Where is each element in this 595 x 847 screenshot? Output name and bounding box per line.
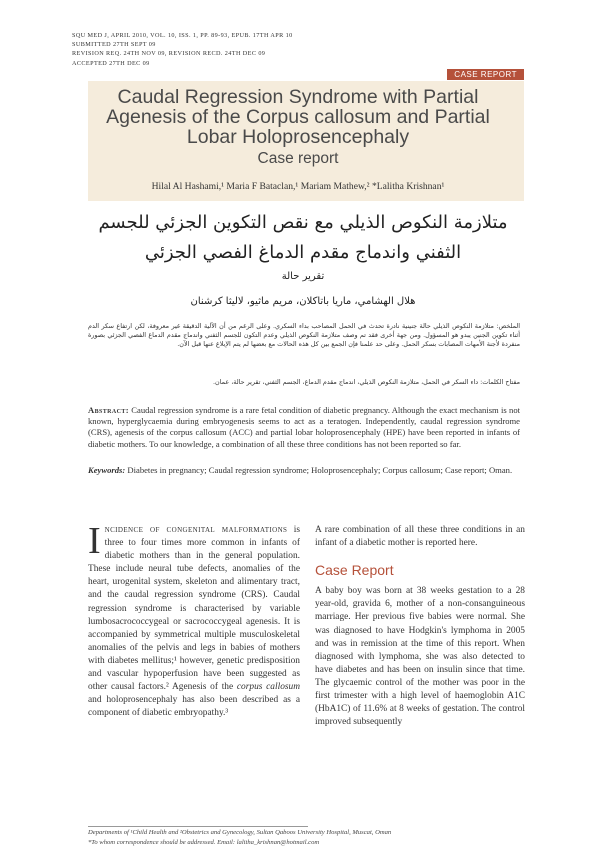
article-subtitle: Case report xyxy=(98,150,498,168)
intro-continuation: A rare combination of all these three conditions in an infant of a diabetic mother is reported here. xyxy=(315,524,525,550)
footnote xyxy=(88,828,528,847)
footnote-rule xyxy=(88,826,308,827)
drop-cap: I xyxy=(88,525,101,557)
correspondence: *To whom correspondence should be addressed. Email: lalitha_krishnan@hotmail.com xyxy=(88,838,528,847)
abstract xyxy=(88,405,520,450)
author-list: Hilal Al Hashami,¹ Maria F Bataclan,¹ Mariam Mathew,² *Lalitha Krishnan¹ xyxy=(98,181,498,192)
arabic-keywords: مفتاح الكلمات: داء السكر في الحمل، متلازمة النكوص الذيلي، اندماج مقدم الدماغ، الجسم الثفني، تقرير حالة، عمان. xyxy=(88,378,520,387)
arabic-title: متلازمة النكوص الذيلي مع نقص التكوين الجزئي للجسم الثفني واندماج مقدم الدماغ الفصي الجزئي xyxy=(88,208,518,268)
keywords-text: Diabetes in pregnancy; Caudal regression syndrome; Holoprosencephaly; Corpus callosum; Case report; Oman. xyxy=(127,465,512,475)
affiliations: Departments of ¹Child Health and ²Obstetrics and Gynecology, Sultan Qaboos University Hospital, Muscat, Oman xyxy=(88,828,528,838)
revision-line: REVISION REQ. 24TH NOV 09, REVISION RECD. 24TH DEC 09 xyxy=(72,49,293,58)
arabic-subtitle: تقرير حالة xyxy=(88,271,518,282)
lead-in: ncidence of congenital malformations xyxy=(105,525,288,535)
case-paragraph: A baby boy was born at 38 weeks gestation to a 28 year-old, gravida 6, mother of a non-consanguineous marriage. Her previous five babies were normal. She was diagnosed to have Hodgkin's lymphoma in 2005 and was in remission at the time of this report. When diagnosed with lymphoma, she was also detected to have diabetes and has been on insulin since that time. The glycaemic control of the mother was poor in the first trimester with a high level of haemoglobin A1C (HbA1C) of 11.6% at 8 weeks of gestation. The control improved subsequently xyxy=(315,585,525,729)
intro-text: is three to four times more common in infants of diabetic mothers than in the general population. These include neural tube defects, anomalies of the heart, urogenital system, skeleton and alimentary tract, and the caudal regression syndrome (CRS). Caudal regression syndrome is characterised by variable lumbosacrococcygeal or sacrococcygeal agenesis. It is accompanied by symmetrical multiple musculoskeletal anomalies of the pelvis and legs in babies of mothers with diabetes mellitus;¹ however, genetic predisposition and vascular hypoperfusion have been suggested as other causal factors.² Agenesis of the xyxy=(88,525,300,692)
intro-tail: and holoprosencephaly has also been described as a component of diabetic embryopathy.³ xyxy=(88,695,300,718)
keywords xyxy=(88,465,520,476)
body-column-right xyxy=(315,524,525,729)
section-heading: Case Report xyxy=(315,564,525,577)
arabic-authors: هلال الهشامي، ماريا باتاكلان، مريم ماثيو، لاليثا كرشنان xyxy=(88,296,518,307)
submitted-line: SUBMITTED 27TH SEPT 09 xyxy=(72,40,293,49)
emphasis-term: corpus callosum xyxy=(237,682,300,692)
abstract-text: Caudal regression syndrome is a rare fetal condition of diabetic pregnancy. Although the exact mechanism is not known, hyperglycaemia during embryogenesis seems to act as a teratogen. Independently, caudal regression syndrome (CRS), agenesis of the corpus callosum (ACC) and partial lobar holoprosencephaly (HPE) have been reported in infants of diabetic mothers. To our knowledge, a combination of all these three conditions has not been reported so far. xyxy=(88,405,520,449)
citation-line: SQU MED J, APRIL 2010, VOL. 10, ISS. 1, PP. 89-93, EPUB. 17TH APR 10 xyxy=(72,31,293,40)
arabic-abstract: الملخص: متلازمة النكوص الذيلي حالة جنينية نادرة تحدث في الحمل المصاحب بداء السكري. وعلى الرغم من أن الآلية الدقيقة غير معروفة، لكن ارتفاع سكر الدم أثناء تكوين الجنين يبدو هو المسؤول. ومن جهة أخرى فقد تم وصف متلازمة النكوص الذيلي وعدم التكون للجسم الثفني واندماج مقدم الدماغ الفصي الجزئي بصورة منفردة لأجنة الأمهات المصابات بسكر الحمل. وعلى حد علمنا فإن الجمع بين كل هذه الحالات مع بعضها لم يتم الإبلاغ عنها قبل الآن. xyxy=(88,322,520,350)
keywords-label: Keywords: xyxy=(88,465,125,475)
article-type-badge: CASE REPORT xyxy=(447,69,524,80)
journal-meta xyxy=(72,31,293,68)
intro-paragraph xyxy=(88,524,300,720)
accepted-line: ACCEPTED 27TH DEC 09 xyxy=(72,59,293,68)
abstract-label: Abstract: xyxy=(88,405,129,415)
article-title: Caudal Regression Syndrome with Partial Agenesis of the Corpus callosum and Partial Lobar Holoprosencephaly xyxy=(98,87,498,147)
body-column-left xyxy=(88,524,300,720)
